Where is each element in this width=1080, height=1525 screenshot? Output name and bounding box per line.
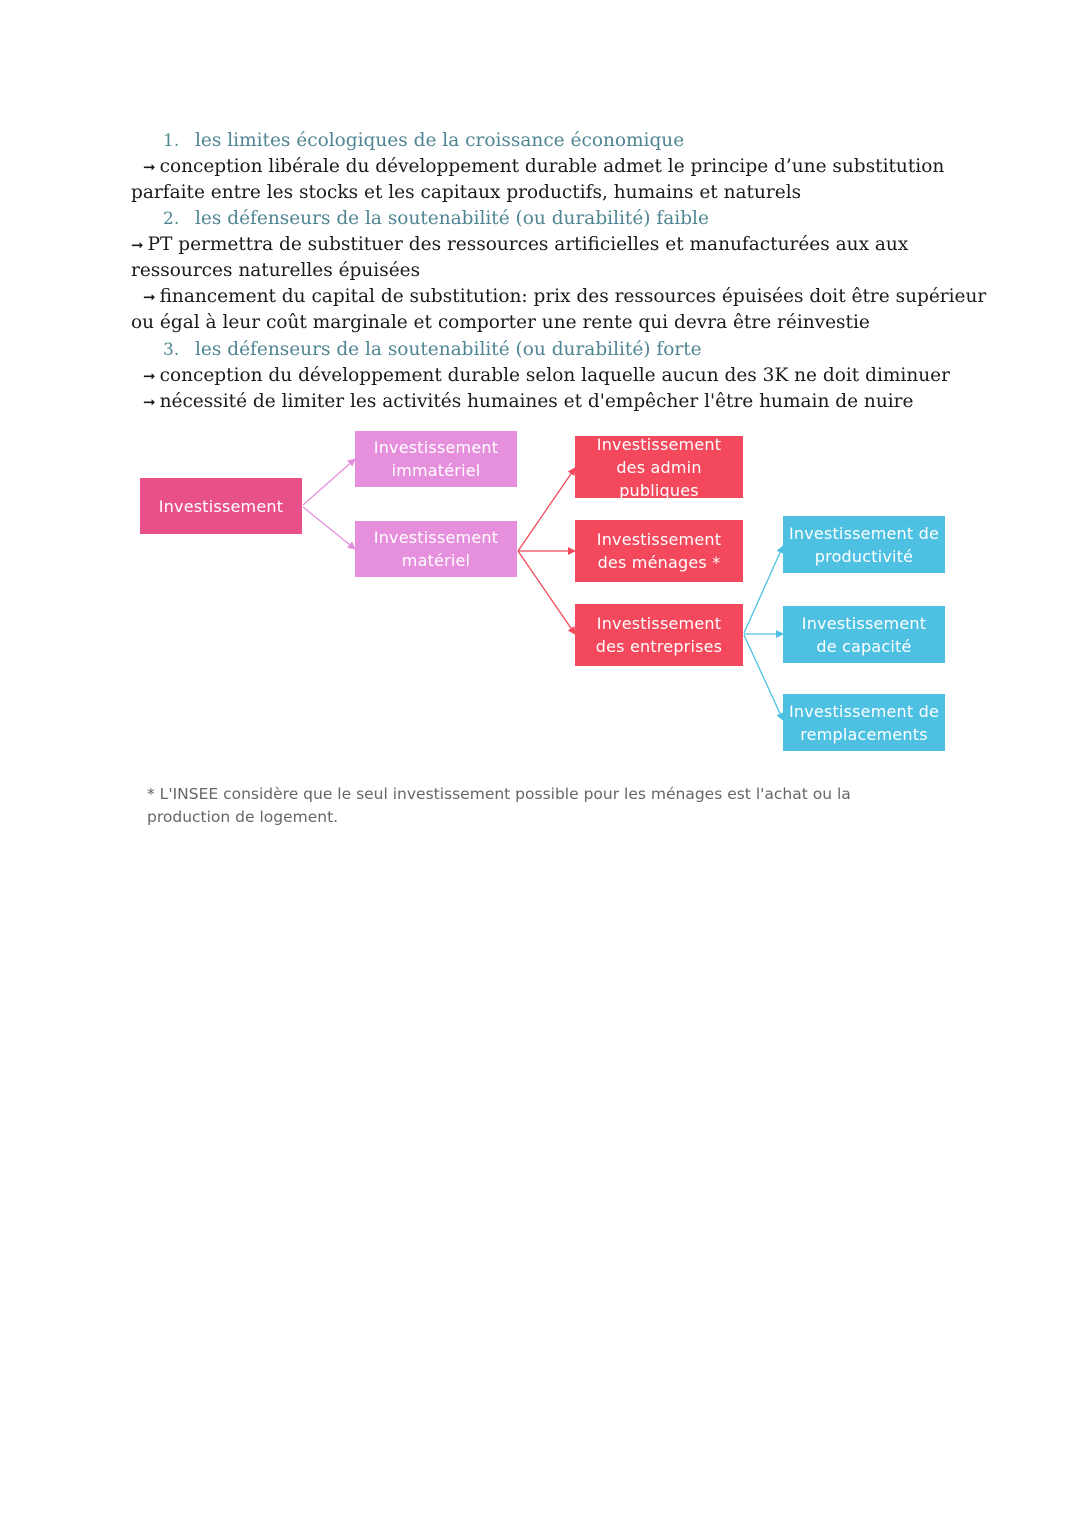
heading-3-number: 3. xyxy=(163,340,180,360)
box-label-line: Investissement xyxy=(373,438,499,457)
note-text: conception du développement durable selon laquelle aucun des 3K ne doit diminuer xyxy=(159,365,950,386)
box-label-line: matériel xyxy=(401,551,471,570)
box-investissement-entreprises xyxy=(575,604,743,666)
note-text: conception libérale du développement durable admet le principe d’une substitution xyxy=(159,156,945,177)
box-label-line: Investissement xyxy=(373,528,499,547)
box-label-line: de capacité xyxy=(816,636,912,656)
box-label-line: Investissement xyxy=(596,614,722,633)
note-line-2b: ressources naturelles épuisées xyxy=(131,260,421,281)
heading-1-number: 1. xyxy=(163,131,180,151)
arrow-icon: ➞ xyxy=(143,393,156,411)
box-label-line: immatériel xyxy=(391,461,481,480)
box-investissement-menages xyxy=(575,520,743,582)
box-label-line: Investissement de xyxy=(788,701,940,721)
connector-root-immateriel xyxy=(303,459,355,505)
footnote: * L'INSEE considère que le seul investissement possible pour les ménages est l'achat ou la production de logement. xyxy=(147,785,851,826)
connector-entreprises-remplacements xyxy=(744,635,783,720)
box-label-line: productivité xyxy=(814,546,914,566)
box-label-line: des admin publiques xyxy=(616,457,702,500)
box-investissement-productivite xyxy=(783,516,945,573)
connector-root-materiel xyxy=(303,507,355,549)
arrow-icon: ➞ xyxy=(131,236,144,254)
connector-materiel-entreprises xyxy=(518,551,575,634)
box-label-line: des entreprises xyxy=(595,637,723,656)
box-investissement-immateriel xyxy=(355,431,517,487)
heading-3-text: les défenseurs de la soutenabilité (ou durabilité) forte xyxy=(195,339,702,360)
arrow-icon: ➞ xyxy=(143,158,156,176)
box-label-line: des ménages * xyxy=(597,553,721,572)
arrow-icon: ➞ xyxy=(143,367,156,385)
box-label: Investissement xyxy=(158,496,284,516)
box-label-line: Investissement xyxy=(596,434,722,454)
connector-materiel-admin xyxy=(518,468,575,551)
box-investissement-capacite xyxy=(783,606,945,663)
connector-entreprises-productivite xyxy=(744,546,783,633)
note-text: financement du capital de substitution: prix des ressources épuisées doit être supérieur xyxy=(159,286,987,307)
arrow-icon: ➞ xyxy=(143,288,156,306)
note-text: nécessité de limiter les activités humaines et d'empêcher l'être humain de nuire xyxy=(159,391,914,412)
box-investissement xyxy=(140,478,302,534)
heading-1-text: les limites écologiques de la croissance économique xyxy=(195,130,685,151)
note-text: PT permettra de substituer des ressources artificielles et manufacturées aux aux xyxy=(147,234,909,255)
note-line-1b: parfaite entre les stocks et les capitaux productifs, humains et naturels xyxy=(131,182,802,203)
box-label-line: remplacements xyxy=(800,724,928,744)
box-label-line: Investissement de xyxy=(788,523,940,543)
heading-2-number: 2. xyxy=(163,209,180,229)
note-line-2d: ou égal à leur coût marginale et comporter une rente qui devra être réinvestie xyxy=(131,312,870,333)
heading-2-text: les défenseurs de la soutenabilité (ou durabilité) faible xyxy=(195,208,709,229)
box-label-line: Investissement xyxy=(596,530,722,549)
box-label-line: Investissement xyxy=(801,613,927,633)
box-investissement-materiel xyxy=(355,521,517,577)
box-investissement-admin-publiques xyxy=(575,436,743,498)
box-investissement-remplacements xyxy=(783,694,945,751)
